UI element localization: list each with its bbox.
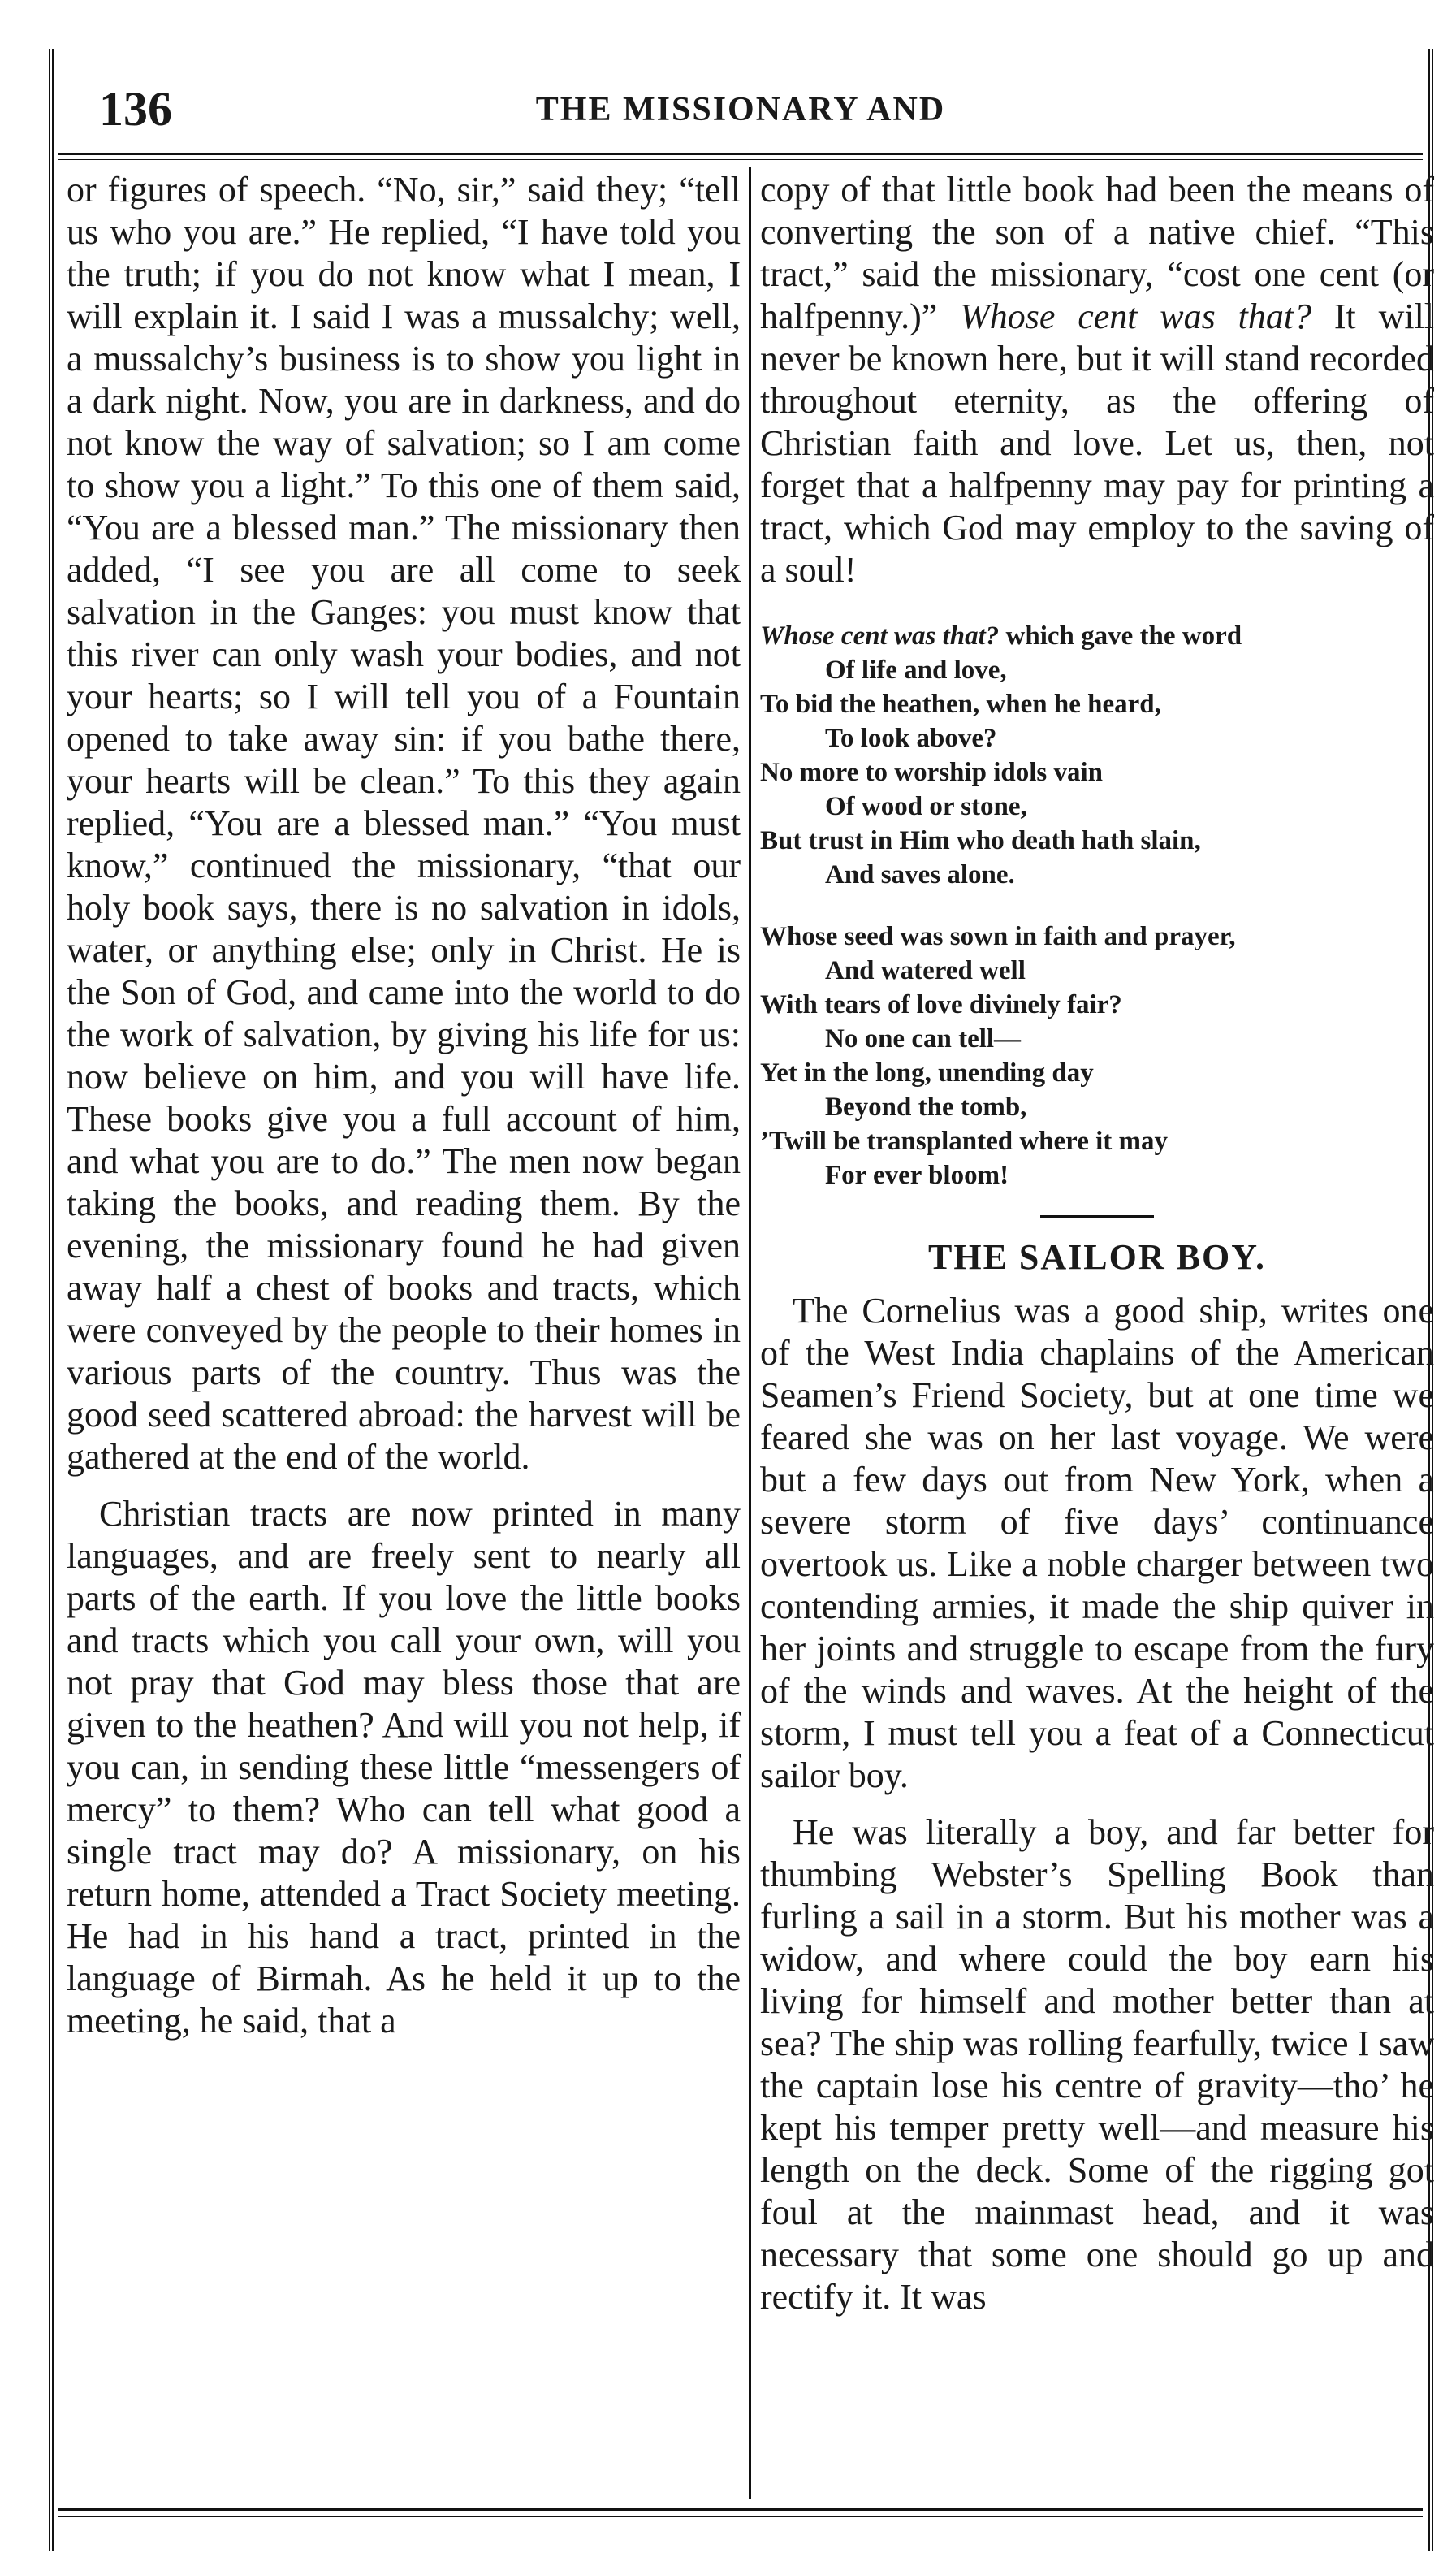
poem bbox=[760, 619, 1434, 1192]
paragraph bbox=[760, 169, 1434, 591]
poem-line: And saves alone. bbox=[825, 860, 1015, 889]
paragraph: He was literally a boy, and far better for thumbing Webster’s Spelling Book than furling a sail in a storm. But his mother was a widow, and where could the boy earn his living for himself and mother better than at sea? The ship was rolling fearfully, twice I saw the captain lose his centre of gravity—tho’ he kept his temper pretty well—and measure his length on the deck. Some of the rigging got foul at the mainmast head, and it was necessary that some one should go up and rectify it. It was bbox=[760, 1812, 1434, 2317]
left-column bbox=[67, 169, 741, 2057]
poem-line: Yet in the long, unending day bbox=[760, 1058, 1094, 1088]
column-divider bbox=[749, 167, 751, 2499]
text-span: which gave the word bbox=[999, 621, 1242, 651]
poem-line: Beyond the tomb, bbox=[825, 1093, 1027, 1122]
poem-line: Of wood or stone, bbox=[825, 792, 1027, 821]
header-rule bbox=[58, 153, 1423, 160]
section-title: THE SAILOR BOY. bbox=[928, 1237, 1266, 1277]
paragraph: The Cornelius was a good ship, writes one of the West India chaplains of the American Seamen’s Friend Society, but at one time we feared she was on her last voyage. We were but a few days out from New York, when a severe storm of five days’ continuance overtook us. Like a noble charger between two contending armies, it made the ship quiver in her joints and struggle to escape from the fury of the winds and waves. At the height of the storm, I must tell you a feat of a Connecticut sailor boy. bbox=[760, 1291, 1434, 1795]
poem-line: ’Twill be transplanted where it may bbox=[760, 1127, 1169, 1156]
page-header bbox=[58, 78, 1423, 151]
poem-line: But trust in Him who death hath slain, bbox=[760, 826, 1201, 855]
stanza-gap bbox=[760, 892, 1434, 920]
paragraph: or figures of speech. “No, sir,” said they; “tell us who you are.” He replied, “I have told you the truth; if you do not know what I mean, I will explain it. I said I was a mussalchy; well, a mussalchy’s business is to show you light in a dark night. Now, you are in darkness, and do not know the way of salvation; so I am come to show you a light.” To this one of them said, “You are a blessed man.” The missionary then added, “I see you are all come to seek salvation in the Ganges: you must know that this river can only wash your bodies, and not your hearts; so I will tell you of a Fountain opened to take away sin: if you bathe there, your hearts will be clean.” To this they again replied, “You are a blessed man.” “You must know,” continued the missionary, “that our holy book says, there is no salvation in idols, water, or anything else; only in Christ. He is the Son of God, and came into the world to do the work of salvation, by giving his life for us: now believe on him, and you will have life. These books give you a full account of him, and what you are to do.” The men now began taking the books, and reading them. By the evening, the missionary found he had given away half a chest of books and tracts, which were conveyed by the people to their homes in various parts of the country. Thus was the good seed scattered abroad: the harvest will be gathered at the end of the world. bbox=[67, 170, 741, 1477]
poem-line: No more to worship idols vain bbox=[760, 758, 1104, 787]
paragraph: Christian tracts are now printed in many languages, and are freely sent to nearly all parts of the earth. If you love the little books and tracts which you call your own, will you not pray that God may bless those that are given to the heathen? And will you not help, if you can, in sending these little “messengers of mercy” to them? Who can tell what good a single tract may do? A missionary, on his return home, attended a Tract Society meeting. He had in his hand a tract, printed in the language of Birmah. As he held it up to the meeting, he said, that a bbox=[67, 1494, 741, 2041]
poem-line: With tears of love divinely fair? bbox=[760, 990, 1122, 1019]
poem-line bbox=[760, 619, 1434, 653]
section-rule bbox=[1040, 1215, 1154, 1218]
poem-line: No one can tell— bbox=[825, 1024, 1022, 1054]
poem-line: Whose seed was sown in faith and prayer, bbox=[760, 922, 1236, 951]
page-number: 136 bbox=[99, 82, 172, 136]
poem-line: Of life and love, bbox=[825, 656, 1007, 685]
poem-line: To bid the heathen, when he heard, bbox=[760, 690, 1161, 719]
poem-line: To look above? bbox=[825, 724, 997, 753]
poem-line: For ever bloom! bbox=[825, 1161, 1009, 1190]
text-span: It will never be known here, but it will stand recorded throughout eternity, as the offering of Christian faith and love. Let us, then, not forget that a halfpenny may pay for printing a tract, which God may employ to the saving of a soul! bbox=[760, 296, 1435, 590]
italic-phrase: Whose cent was that? bbox=[960, 296, 1312, 336]
text-span: copy of that little book had been the means of converting the son of a native chief. “This tract,” said the missionary, “cost one cent (or halfpenny.)” bbox=[760, 170, 1434, 336]
poem-line: And watered well bbox=[825, 956, 1026, 985]
running-head: THE MISSIONARY AND bbox=[535, 91, 946, 128]
bottom-rule bbox=[58, 2508, 1423, 2517]
right-column bbox=[760, 169, 1434, 2333]
poem-italic: Whose cent was that? bbox=[760, 621, 1000, 651]
